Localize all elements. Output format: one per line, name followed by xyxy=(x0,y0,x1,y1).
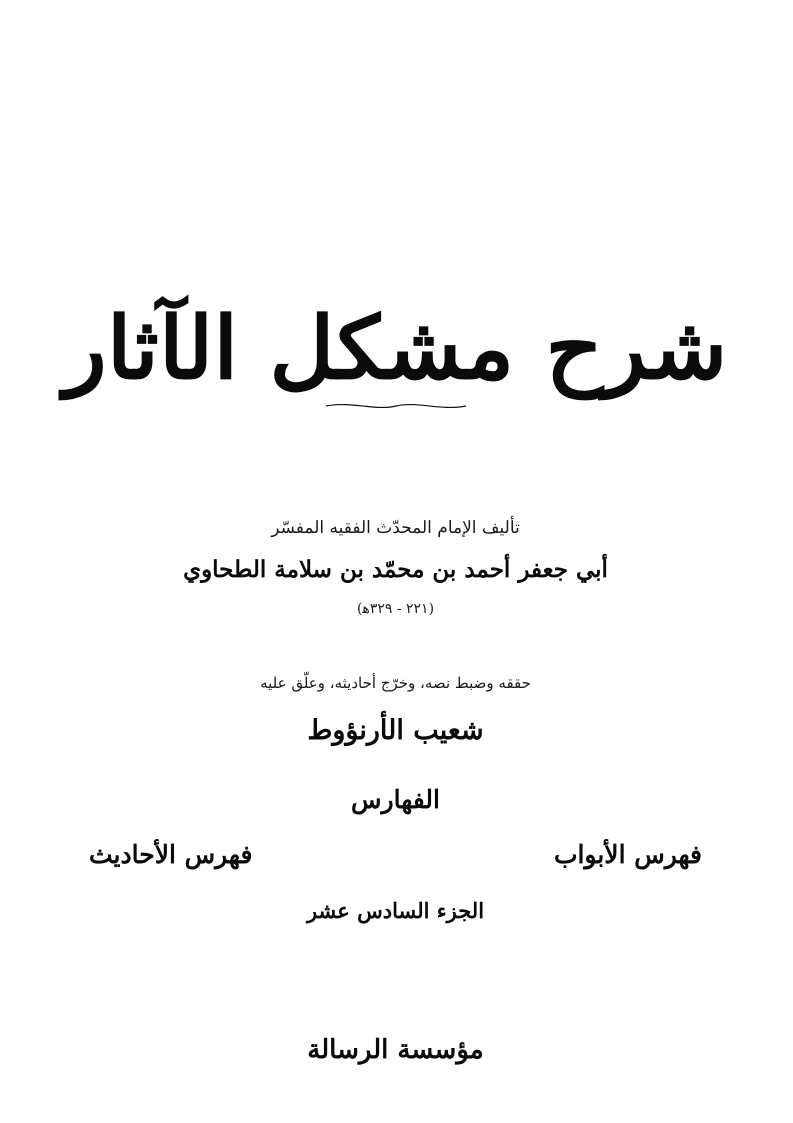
publisher-name: مؤسسة الرسالة xyxy=(308,1035,485,1065)
author-block xyxy=(0,512,793,623)
volume-label: الجزء السادس عشر xyxy=(307,898,486,923)
author-name: أبي جعفر أحمد بن محمّد بن سلامة الطحاوي xyxy=(184,556,609,584)
author-dates: (٢٢١ - ٣٢٩ﻫ) xyxy=(357,600,436,617)
indexes-row xyxy=(90,840,703,869)
editor-prefix: حققه وضبط نصه، وخرّج أحاديثه، وعلّق عليه xyxy=(261,674,532,692)
editor-name: شعيب الأرنؤوط xyxy=(308,715,485,746)
index-item-hadith: فهرس الأحاديث xyxy=(90,840,254,869)
index-item-chapters: فهرس الأبواب xyxy=(554,840,703,869)
editor-block xyxy=(0,668,793,758)
author-prefix: تأليف الإمام المحدّث الفقيه المفسّر xyxy=(272,518,521,538)
indexes-heading: الفهارس xyxy=(352,785,441,814)
page-title: شرح مشكل الآثار xyxy=(64,298,729,399)
title-block xyxy=(0,300,793,411)
title-flourish-ornament xyxy=(322,401,472,411)
